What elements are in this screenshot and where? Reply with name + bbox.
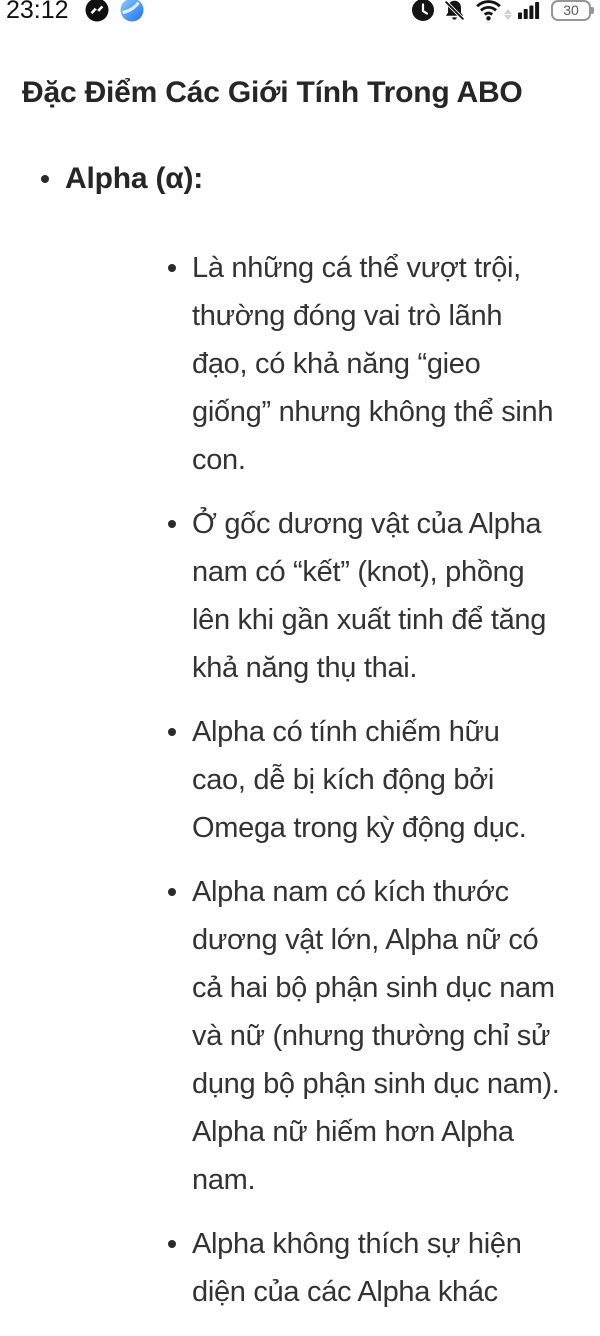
document-content: [0, 74, 600, 1316]
blue-app-icon: [120, 0, 144, 22]
list-item: [22, 244, 560, 484]
muted-bell-icon: [442, 0, 467, 23]
list-item-text: Alpha có tính chiếm hữu cao, dễ bị kích động bởi Omega trong kỳ động dục.: [192, 716, 527, 844]
bullet-marker: [41, 175, 49, 183]
list-item: [22, 1220, 560, 1316]
clock-time-text: 23:12: [6, 0, 69, 24]
wifi-icon: [475, 0, 502, 22]
list-item-text: Ở gốc dương vật của Alpha nam có “kết” (knot), phồng lên khi gần xuất tinh để tăng khả năng thụ thai.: [192, 508, 547, 684]
alpha-section-label: Alpha (α):: [65, 162, 204, 195]
alpha-section-item: [22, 160, 560, 198]
bullet-marker: [168, 888, 176, 896]
list-item: [22, 500, 560, 692]
signal-bars-icon: [517, 0, 541, 22]
bullet-marker: [168, 1240, 176, 1248]
alpha-details-list: [22, 244, 560, 1316]
battery-level: 30: [563, 2, 579, 18]
list-item: [22, 708, 560, 852]
battery-icon: [551, 0, 591, 21]
network-traffic-arrows-icon: [504, 9, 512, 20]
status-bar: [0, 0, 600, 24]
list-item-text: Alpha không thích sự hiện diện của các Alpha khác: [192, 1228, 522, 1308]
status-bar-inner: [0, 0, 600, 24]
clock-icon: [411, 0, 435, 22]
bullet-marker: [168, 728, 176, 736]
bullet-marker: [168, 264, 176, 272]
list-item-text: Alpha nam có kích thước dương vật lớn, Alpha nữ có cả hai bộ phận sinh dục nam và nữ (nhưng thường chỉ sử dụng bộ phận sinh dục nam). Alpha nữ hiếm hơn Alpha nam.: [192, 876, 560, 1196]
messenger-icon: [85, 0, 109, 22]
list-item-text: Là những cá thể vượt trội, thường đóng vai trò lãnh đạo, có khả năng “gieo giống” nhưng không thể sinh con.: [192, 252, 554, 476]
bullet-marker: [168, 520, 176, 528]
page-title: Đặc Điểm Các Giới Tính Trong ABO: [22, 76, 523, 109]
status-bar-right-group: [411, 0, 600, 23]
list-item: [22, 868, 560, 1204]
